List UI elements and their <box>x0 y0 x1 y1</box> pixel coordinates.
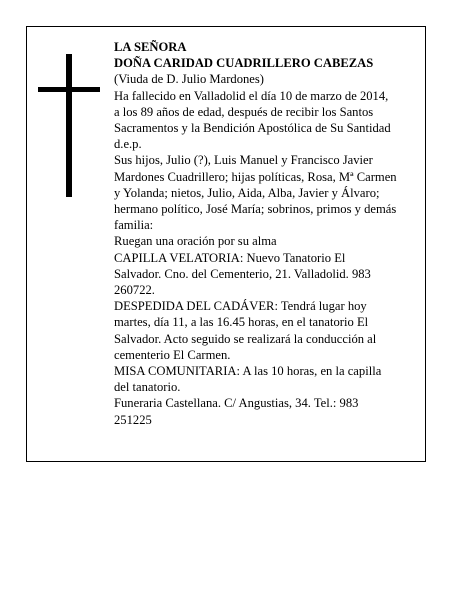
notice-title: LA SEÑORA <box>114 40 187 54</box>
farewell-line: DESPEDIDA DEL CADÁVER: Tendrá lugar hoy <box>114 299 367 314</box>
family-line: Sus hijos, Julio (?), Luis Manuel y Francisco Javier <box>114 153 373 168</box>
funeral-home-line: 251225 <box>114 412 152 427</box>
mass-line: del tanatorio. <box>114 380 181 395</box>
prayer-request: Ruegan una oración por su alma <box>114 234 277 249</box>
family-line: y Yolanda; nietos, Julio, Aida, Alba, Javier y Álvaro; <box>114 185 380 200</box>
cross-vertical-bar <box>66 54 72 197</box>
mass-line: MISA COMUNITARIA: A las 10 horas, en la capilla <box>114 364 382 379</box>
death-line: d.e.p. <box>114 137 142 152</box>
family-line: familia: <box>114 218 154 233</box>
funeral-home-line: Funeraria Castellana. C/ Angustias, 34. Tel.: 983 <box>114 396 359 411</box>
death-line: Sacramentos y la Bendición Apostólica de Su Santidad <box>114 121 391 136</box>
farewell-line: Salvador. Acto seguido se realizará la conducción al <box>114 331 377 346</box>
death-line: a los 89 años de edad, después de recibir los Santos <box>114 104 374 119</box>
cross-icon <box>38 54 100 197</box>
widow-of: (Viuda de D. Julio Mardones) <box>114 72 264 87</box>
chapel-line: CAPILLA VELATORIA: Nuevo Tanatorio El <box>114 250 346 265</box>
farewell-line: martes, día 11, a las 16.45 horas, en el tanatorio El <box>114 315 369 330</box>
deceased-name: DOÑA CARIDAD CUADRILLERO CABEZAS <box>114 56 374 71</box>
family-line: Mardones Cuadrillero; hijas políticas, Rosa, Mª Carmen <box>114 169 397 184</box>
notice-text <box>114 39 424 428</box>
farewell-line: cementerio El Carmen. <box>114 347 231 362</box>
cross-horizontal-bar <box>38 87 100 92</box>
chapel-line: Salvador. Cno. del Cementerio, 21. Valladolid. 983 <box>114 266 371 281</box>
death-line: Ha fallecido en Valladolid el día 10 de marzo de 2014, <box>114 88 389 103</box>
family-line: hermano político, José María; sobrinos, primos y demás <box>114 202 397 217</box>
chapel-line: 260722. <box>114 283 155 298</box>
